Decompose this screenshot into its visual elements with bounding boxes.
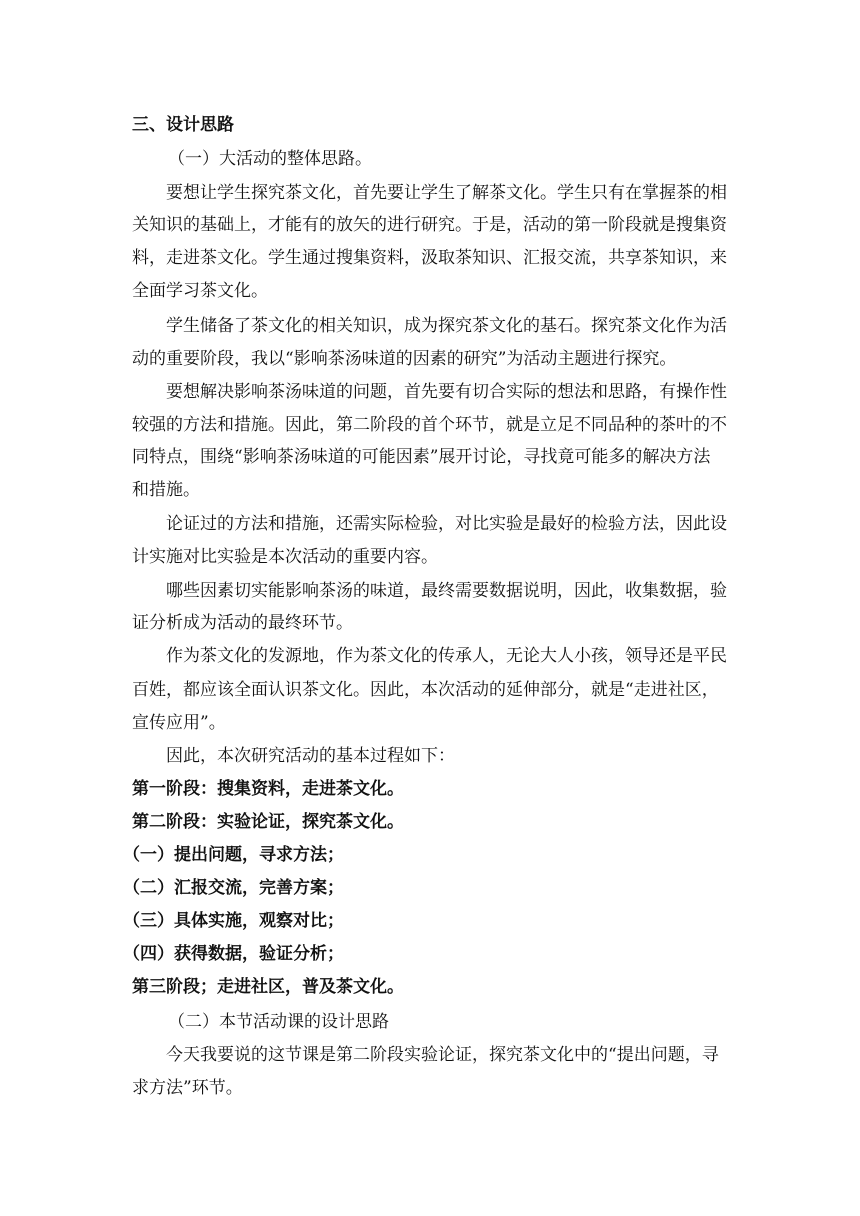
paragraph-line: 动的重要阶段，我以“影响茶汤味道的因素的研究”为活动主题进行探究。: [132, 349, 677, 369]
subsection-title-1: （一）大活动的整体思路。: [168, 149, 372, 169]
paragraph-line: 料，走进茶文化。学生通过搜集资料，汲取茶知识、汇报交流，共享茶知识，来: [132, 248, 727, 268]
stage-2-step: （一）提出问题，寻求方法；: [123, 845, 344, 865]
stage-2-step: （四）获得数据，验证分析；: [123, 944, 344, 964]
paragraph-line: 要想让学生探究茶文化，首先要让学生了解茶文化。学生只有在掌握茶的相: [166, 183, 727, 203]
paragraph-line: 计实施对比实验是本次活动的重要内容。: [132, 547, 438, 567]
paragraph-line: 因此，本次研究活动的基本过程如下：: [166, 746, 455, 766]
stage-2-heading: 第二阶段：实验论证，探究茶文化。: [132, 812, 404, 832]
paragraph-line: 论证过的方法和措施，还需实际检验，对比实验是最好的检验方法，因此设: [166, 514, 727, 534]
subsection-title-2: （二）本节活动课的设计思路: [168, 1012, 389, 1032]
paragraph-line: 同特点，围绕“影响茶汤味道的可能因素”展开讨论，寻找竟可能多的解决方法: [132, 447, 711, 467]
section-title: 三、设计思路: [132, 115, 234, 135]
stage-2-step: （三）具体实施，观察对比；: [123, 911, 344, 931]
paragraph-line: 学生储备了茶文化的相关知识，成为探究茶文化的基石。探究茶文化作为活: [166, 316, 727, 336]
paragraph-line: 全面学习茶文化。: [132, 281, 268, 301]
stage-3-heading: 第三阶段；走进社区，普及茶文化。: [132, 977, 404, 997]
paragraph-line: 作为茶文化的发源地，作为茶文化的传承人，无论大人小孩，领导还是平民: [166, 646, 727, 666]
paragraph-line: 关知识的基础上，才能有的放矢的进行研究。于是，活动的第一阶段就是搜集资: [132, 215, 727, 235]
paragraph-line: 证分析成为活动的最终环节。: [132, 613, 353, 633]
paragraph-line: 哪些因素切实能影响茶汤的味道，最终需要数据说明，因此，收集数据，验: [166, 581, 727, 601]
stage-1-heading: 第一阶段：搜集资料，走进茶文化。: [132, 779, 404, 799]
paragraph-line: 宣传应用”。: [132, 713, 226, 733]
stage-2-step: （二）汇报交流，完善方案；: [123, 878, 344, 898]
paragraph-line: 要想解决影响茶汤味道的问题，首先要有切合实际的想法和思路，有操作性: [166, 382, 727, 402]
paragraph-line: 求方法”环节。: [132, 1078, 243, 1098]
paragraph-line: 和措施。: [132, 480, 200, 500]
paragraph-line: 今天我要说的这节课是第二阶段实验论证，探究茶文化中的“提出问题，寻: [166, 1045, 719, 1065]
paragraph-line: 较强的方法和措施。因此，第二阶段的首个环节，就是立足不同品种的茶叶的不: [132, 415, 727, 435]
paragraph-line: 百姓，都应该全面认识茶文化。因此，本次活动的延伸部分，就是“走进社区，: [132, 680, 719, 700]
